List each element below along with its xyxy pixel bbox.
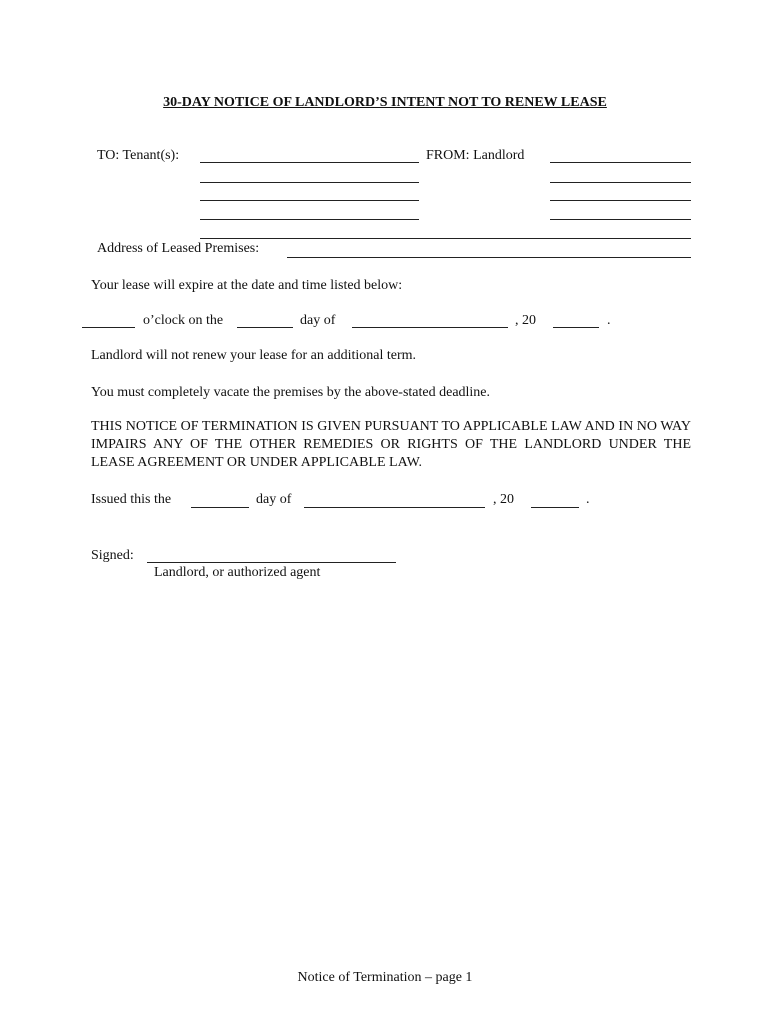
issued-year-prefix: , 20 — [493, 492, 514, 507]
page-footer: Notice of Termination – page 1 — [297, 970, 473, 985]
expire-day-field[interactable] — [237, 327, 293, 328]
tenant-field-1[interactable] — [200, 162, 419, 163]
issued-day-field[interactable] — [191, 507, 249, 508]
address-field-upper[interactable] — [200, 238, 691, 239]
termination-paragraph: THIS NOTICE OF TERMINATION IS GIVEN PURSUANT TO APPLICABLE LAW AND IN NO WAY IMPAIRS ANY OF THE OTHER REMEDIES OR RIGHTS OF THE LANDLORD UNDER THE LEASE AGREEMENT OR UNDER APPLICABLE LAW. — [91, 419, 691, 470]
issued-text: Issued this the — [91, 492, 172, 507]
landlord-field-4[interactable] — [550, 219, 691, 220]
signed-label: Signed: — [91, 548, 134, 563]
hour-field[interactable] — [82, 327, 135, 328]
issued-year-field[interactable] — [531, 507, 579, 508]
landlord-field-1[interactable] — [550, 162, 691, 163]
expire-year-field[interactable] — [553, 327, 599, 328]
from-landlord-label: FROM: Landlord — [426, 148, 525, 163]
expire-day-of-text: day of — [300, 313, 336, 328]
expire-text: Your lease will expire at the date and time listed below: — [91, 278, 403, 293]
signer-caption: Landlord, or authorized agent — [154, 565, 321, 580]
no-renew-text: Landlord will not renew your lease for an additional term. — [91, 348, 417, 363]
landlord-field-3[interactable] — [550, 200, 691, 201]
address-field[interactable] — [287, 257, 691, 258]
issued-month-field[interactable] — [304, 507, 485, 508]
expire-month-field[interactable] — [352, 327, 508, 328]
address-label: Address of Leased Premises: — [97, 241, 260, 256]
signature-field[interactable] — [147, 562, 396, 563]
tenant-field-2[interactable] — [200, 182, 419, 183]
expire-period: . — [607, 313, 611, 328]
tenant-field-4[interactable] — [200, 219, 419, 220]
oclock-text: o’clock on the — [143, 313, 224, 328]
issued-day-of-text: day of — [256, 492, 292, 507]
tenant-field-3[interactable] — [200, 200, 419, 201]
expire-year-prefix: , 20 — [515, 313, 536, 328]
to-tenant-label: TO: Tenant(s): — [97, 148, 180, 163]
document-title: 30-DAY NOTICE OF LANDLORD’S INTENT NOT TO RENEW LEASE — [163, 95, 607, 110]
landlord-field-2[interactable] — [550, 182, 691, 183]
issued-period: . — [586, 492, 590, 507]
vacate-text: You must completely vacate the premises by the above-stated deadline. — [91, 385, 491, 400]
